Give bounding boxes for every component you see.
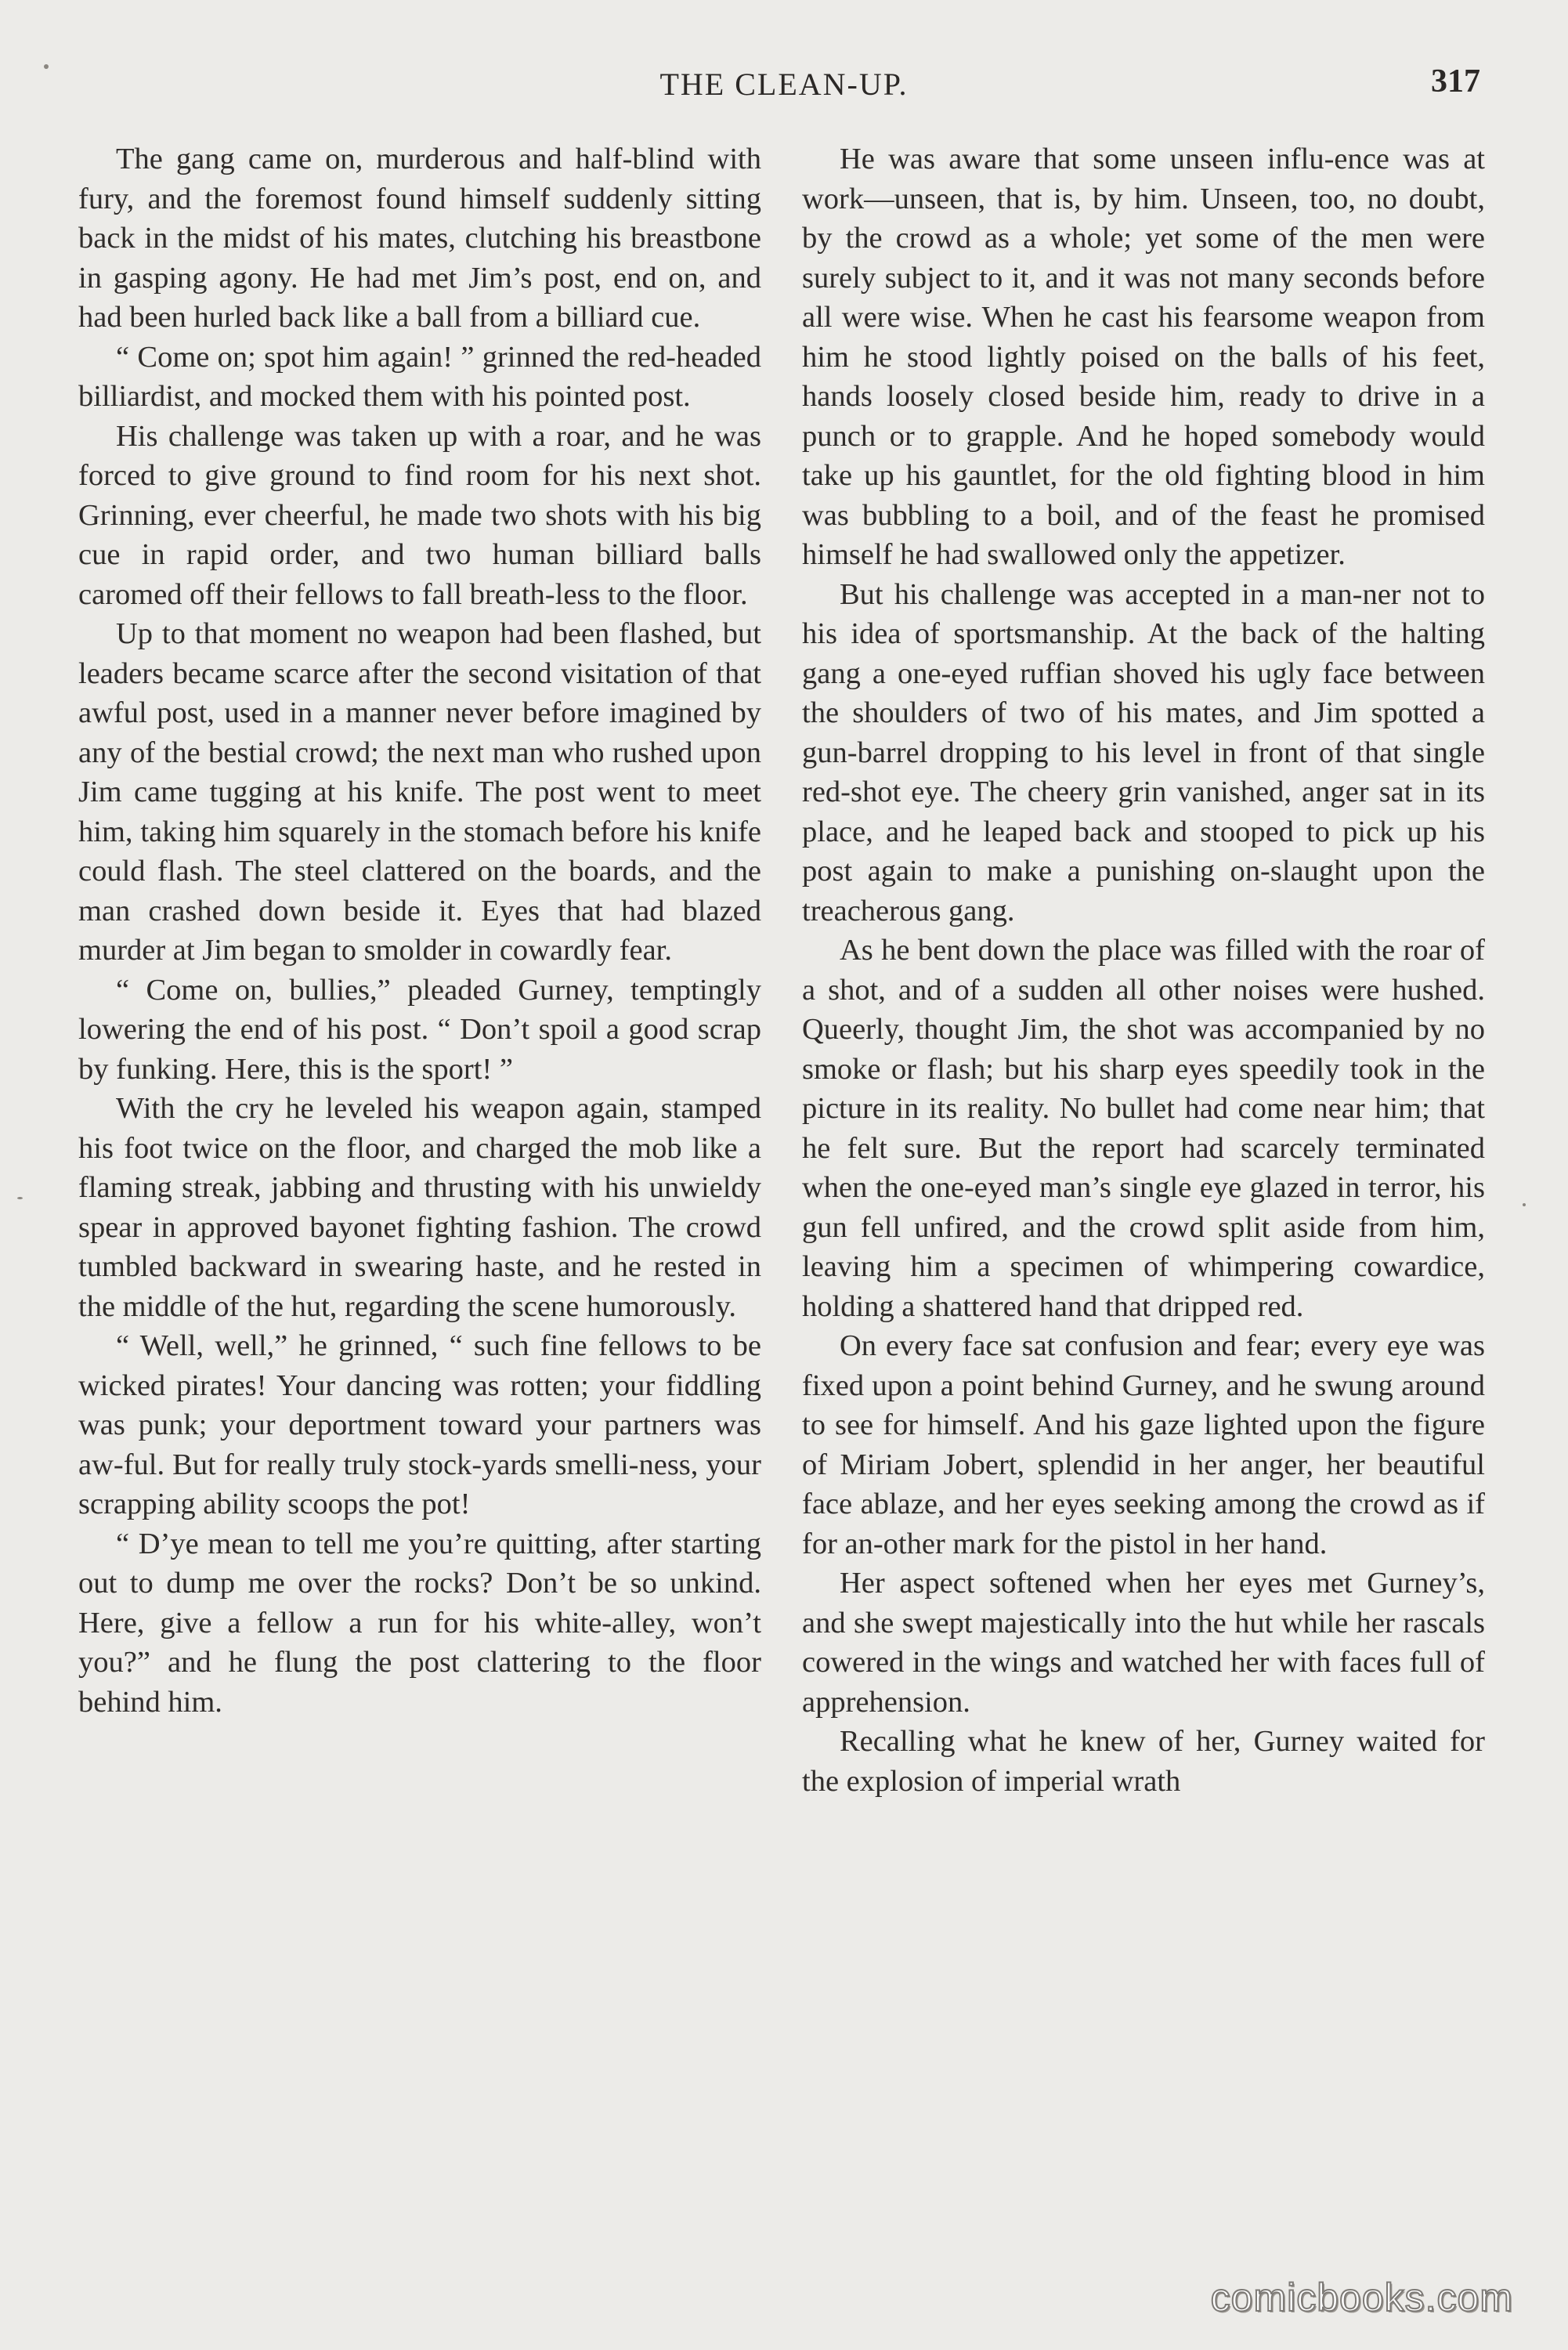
paragraph: Her aspect softened when her eyes met Gurney’s, and she swept majestically into the hut while her rascals cowered in the wings and watched her with faces full of apprehension. <box>802 1567 1485 1719</box>
paragraph: Up to that moment no weapon had been flashed, but leaders became scarce after the second visitation of that awful post, used in a manner never before imagined by any of the bestial crowd; the next man who rushed upon Jim came tugging at his knife. The post went to meet him, taking him squarely in the stomach before his knife could flash. The steel clattered on the boards, and the man crashed down beside it. Eyes that had blazed murder at Jim began to smolder in cowardly fear. <box>78 617 761 967</box>
paragraph: Recalling what he knew of her, Gurney waited for the explosion of imperial wrath <box>802 1725 1485 1798</box>
site-watermark: comicbooks.com <box>1210 2276 1513 2319</box>
paragraph: He was aware that some unseen influ-ence was at work—unseen, that is, by him. Unseen, too, no doubt, by the crowd as a whole; yet some of the men were surely subject to it, and it was not many seconds before all were wise. When he cast his fearsome weapon from him he stood lightly poised on the balls of his feet, hands loosely closed beside him, ready to drive in a punch or to grapple. And he hoped somebody would take up his gauntlet, for the old fighting blood in him was bubbling to a boil, and of the feast he promised himself he had swallowed only the appetizer. <box>802 143 1485 571</box>
paper-speck <box>17 1197 23 1199</box>
paragraph: “ Come on, bullies,” pleaded Gurney, temptingly lowering the end of his post. “ Don’t spoil a good scrap by funking. Here, this is the sport! ” <box>78 973 761 1086</box>
page-number: 317 <box>1431 63 1480 99</box>
paragraph: With the cry he leveled his weapon again, stamped his foot twice on the floor, and charged the mob like a flaming streak, jabbing and thrusting with his unwieldy spear in approved bayonet fighting fashion. The crowd tumbled backward in swearing haste, and he rested in the middle of the hut, regarding the scene humorously. <box>78 1092 761 1323</box>
left-column <box>78 139 761 1722</box>
paragraph: On every face sat confusion and fear; every eye was fixed upon a point behind Gurney, and he swung around to see for himself. And his gaze lighted upon the figure of Miriam Jobert, splendid in her anger, her beautiful face ablaze, and her eyes seeking among the crowd as if for an-other mark for the pistol in her hand. <box>802 1329 1485 1560</box>
paragraph: His challenge was taken up with a roar, and he was forced to give ground to find room for his next shot. Grinning, ever cheerful, he made two shots with his big cue in rapid order, and two human billiard balls caromed off their fellows to fall breath-less to the floor. <box>78 419 761 611</box>
paragraph: As he bent down the place was filled with the roar of a shot, and of a sudden all other noises were hushed. Queerly, thought Jim, the shot was accompanied by no smoke or flash; but his sharp eyes speedily took in the picture in its reality. No bullet had come near him; that he felt sure. But the report had scarcely terminated when the one-eyed man’s single eye glazed in terror, his gun fell unfired, and the crowd split aside from him, leaving him a specimen of whimpering cowardice, holding a shattered hand that dripped red. <box>802 934 1485 1323</box>
paper-speck <box>1523 1203 1526 1206</box>
page-header <box>0 63 1568 121</box>
paragraph: “ D’ye mean to tell me you’re quitting, after starting out to dump me over the rocks? Don’t be so unkind. Here, give a fellow a run for his white-alley, won’t you?” and he flung the post clattering to the floor behind him. <box>78 1527 761 1719</box>
running-title: THE CLEAN-UP. <box>659 67 909 102</box>
paragraph: The gang came on, murderous and half-blind with fury, and the foremost found himself suddenly sitting back in the midst of his mates, clutching his breastbone in gasping agony. He had met Jim’s post, end on, and had been hurled back like a ball from a billiard cue. <box>78 143 761 334</box>
paragraph: “ Come on; spot him again! ” grinned the red-headed billiardist, and mocked them with his pointed post. <box>78 340 761 413</box>
right-column <box>802 139 1485 1801</box>
paragraph: “ Well, well,” he grinned, “ such fine fellows to be wicked pirates! Your dancing was rotten; your fiddling was punk; your deportment toward your partners was aw-ful. But for really truly stock-yards smelli-ness, your scrapping ability scoops the pot! <box>78 1329 761 1520</box>
paragraph: But his challenge was accepted in a man-ner not to his idea of sportsmanship. At the back of the halting gang a one-eyed ruffian shoved his ugly face between the shoulders of two of his mates, and Jim spotted a gun-barrel dropping to his level in front of that single red-shot eye. The cheery grin vanished, anger sat in its place, and he leaped back and stooped to pick up his post again to make a punishing on-slaught upon the treacherous gang. <box>802 577 1485 927</box>
